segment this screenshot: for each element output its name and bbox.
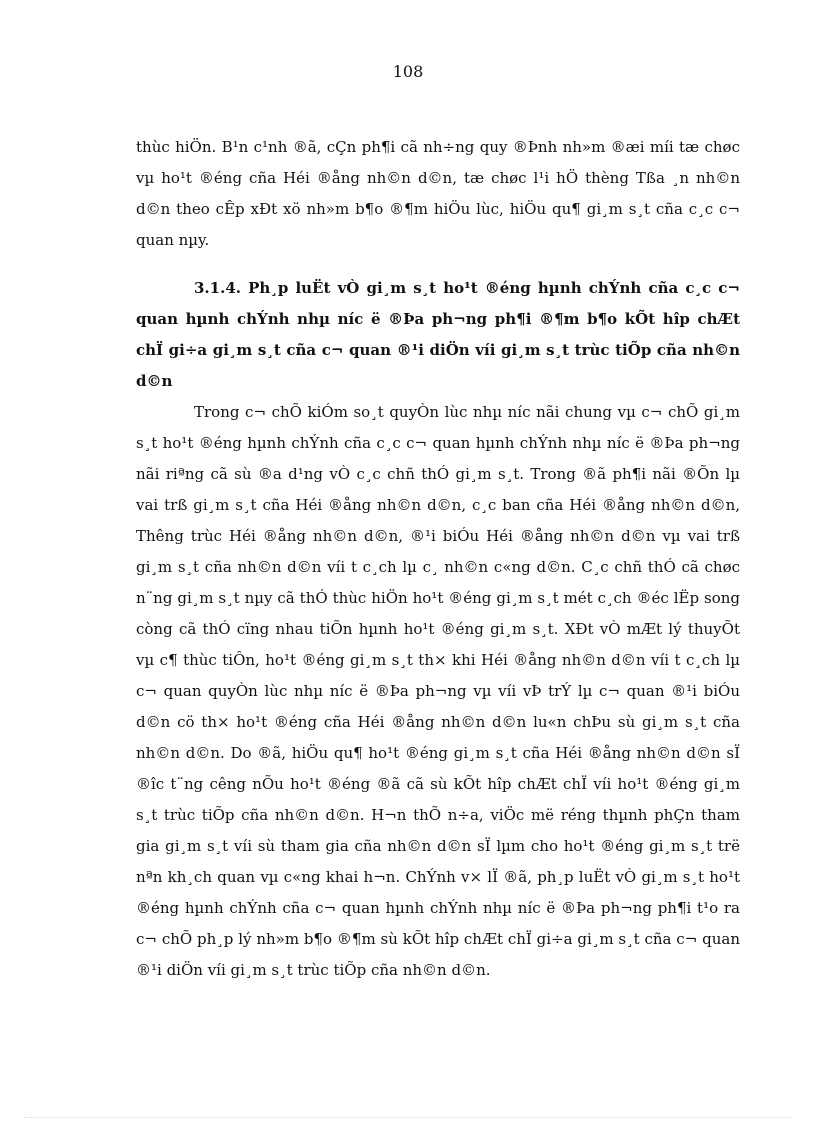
page-number: 108 bbox=[392, 62, 424, 81]
section-heading: 3.1.4. Ph¸p luËt vÒ gi¸m s¸t ho¹t ®éng hµnh chÝnh cña c¸c c¬ quan hµnh chÝnh nhµ níc ë ®Þa ph¬ng ph¶i ®¶m b¶o kÕt hîp chÆt chÏ gi÷a gi¸m s¸t cña c¬ quan ®¹i diÖn víi gi¸m s¸t trùc tiÕp cña nh©n d©n bbox=[136, 279, 740, 390]
document-body bbox=[136, 132, 740, 986]
page-bottom-divider bbox=[24, 1117, 792, 1118]
paragraph-continuation: thùc hiÖn. B¹n c¹nh ®ã, cÇn ph¶i cã nh÷ng quy ®Þnh nh»m ®æi míi tæ chøc vµ ho¹t ®éng cña Héi ®ång nh©n d©n, tæ chøc l¹i hÖ thèng Tßa ¸n nh©n d©n theo cÊp xÐt xö nh»m b¶o ®¶m hiÖu lùc, hiÖu qu¶ gi¸m s¸t cña c¸c c¬ quan nµy. bbox=[136, 138, 740, 249]
paragraph-body: Trong c¬ chÕ kiÓm so¸t quyÒn lùc nhµ níc nãi chung vµ c¬ chÕ gi¸m s¸t ho¹t ®éng hµnh chÝnh cña c¸c c¬ quan hµnh chÝnh nhµ níc ë ®Þa ph¬ng nãi riªng cã sù ®a d¹ng vÒ c¸c chñ thÓ gi¸m s¸t. Trong ®ã ph¶i nãi ®Õn lµ vai trß gi¸m s¸t cña Héi ®ång nh©n d©n, c¸c ban cña Héi ®ång nh©n d©n, Thêng trùc Héi ®ång nh©n d©n, ®¹i biÓu Héi ®ång nh©n d©n vµ vai trß gi¸m s¸t cña nh©n d©n víi t c¸ch lµ c¸ nh©n c«ng d©n. C¸c chñ thÓ cã chøc n¨ng gi¸m s¸t nµy cã thÓ thùc hiÖn ho¹t ®éng gi¸m s¸t mét c¸ch ®éc lËp song còng cã thÓ cïng nhau tiÕn hµnh ho¹t ®éng gi¸m s¸t. XÐt vÒ mÆt lý thuyÕt vµ c¶ thùc tiÔn, ho¹t ®éng gi¸m s¸t th× khi Héi ®ång nh©n d©n víi t c¸ch lµ c¬ quan quyÒn lùc nhµ níc ë ®Þa ph¬ng vµ víi vÞ trÝ lµ c¬ quan ®¹i biÓu d©n cö th× ho¹t ®éng cña Héi ®ång nh©n d©n lu«n chÞu sù gi¸m s¸t cña nh©n d©n. Do ®ã, hiÖu qu¶ ho¹t ®éng gi¸m s¸t cña Héi ®ång nh©n d©n sÏ ®îc t¨ng cêng nÕu ho¹t ®éng ®ã cã sù kÕt hîp chÆt chÏ víi ho¹t ®éng gi¸m s¸t trùc tiÕp cña nh©n d©n. H¬n thÕ n÷a, viÖc më réng thµnh phÇn tham gia gi¸m s¸t víi sù tham gia cña nh©n d©n sÏ lµm cho ho¹t ®éng gi¸m s¸t trë nªn kh¸ch quan vµ c«ng khai h¬n. ChÝnh v× lÏ ®ã, ph¸p luËt vÒ gi¸m s¸t ho¹t ®éng hµnh chÝnh cña c¬ quan hµnh chÝnh nhµ níc ë ®Þa ph¬ng ph¶i t¹o ra c¬ chÕ ph¸p lý nh»m b¶o ®¶m sù kÕt hîp chÆt chÏ gi÷a gi¸m s¸t cña c¬ quan ®¹i diÖn víi gi¸m s¸t trùc tiÕp cña nh©n d©n. bbox=[136, 403, 740, 979]
